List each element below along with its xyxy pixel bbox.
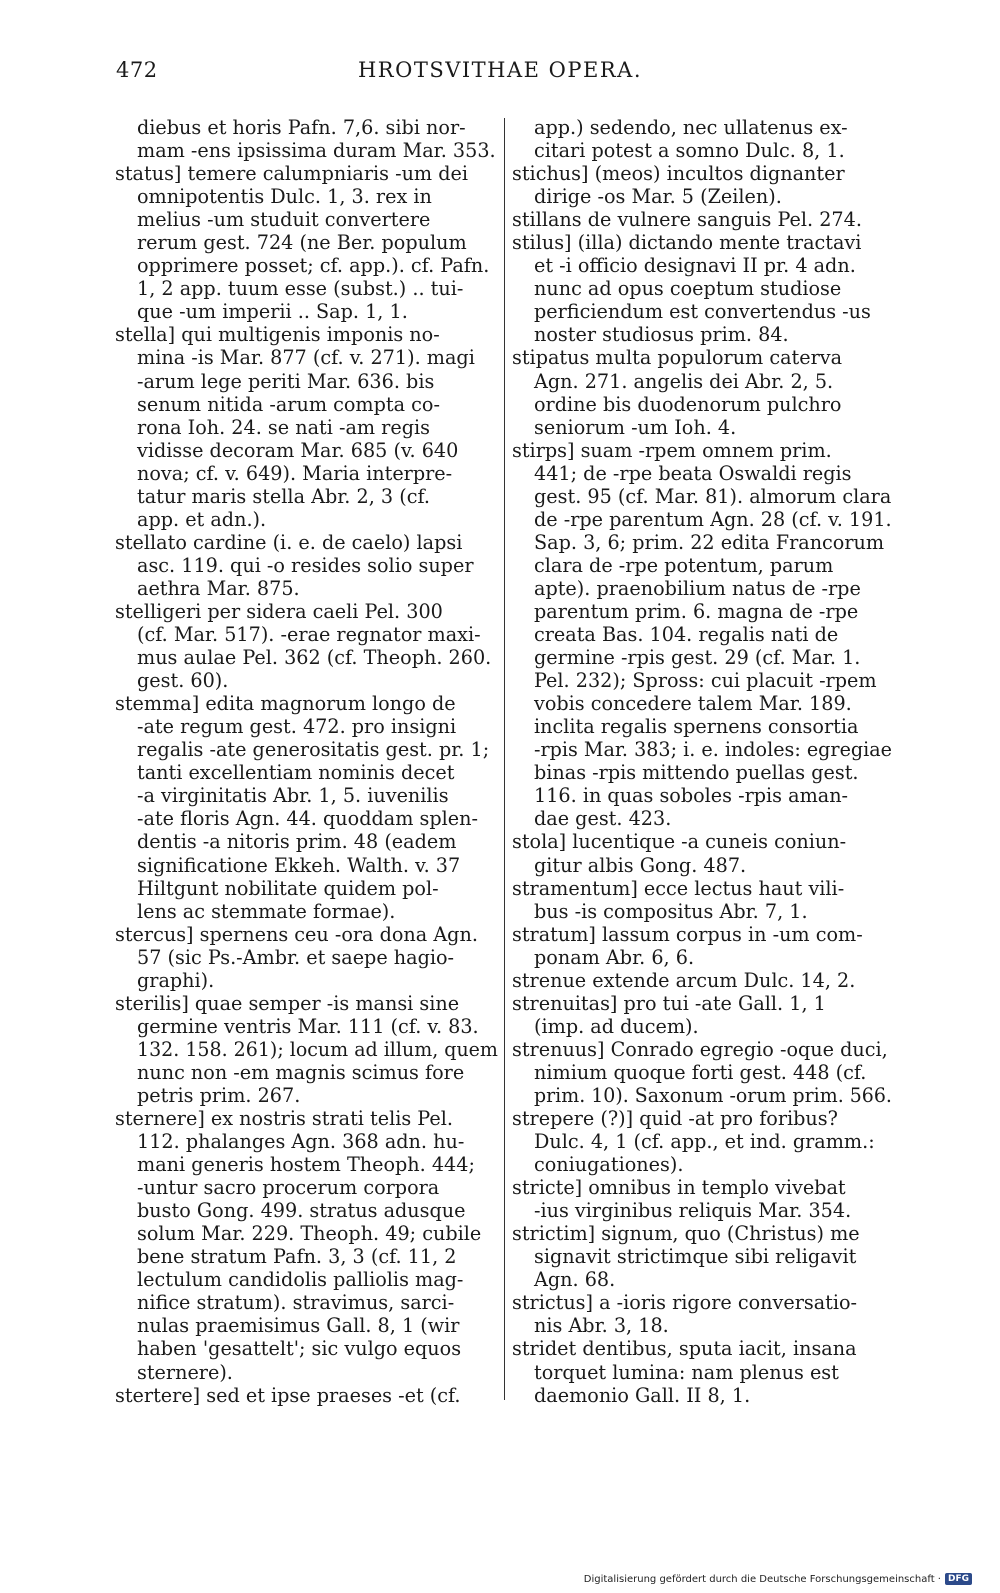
entry-continuation-line: Agn. 271. angelis dei Abr. 2, 5.	[534, 369, 834, 393]
entry-headword-line: stola] lucentique -a cuneis coniun-	[512, 830, 847, 854]
entry-headword-line: stridet dentibus, sputa iacit, insana	[512, 1337, 857, 1361]
entry-headword-line: status] temere calumpniaris -um dei	[115, 162, 468, 186]
right-column	[512, 116, 892, 1407]
running-head: HROTSVITHAE OPERA.	[357, 58, 642, 82]
entry-continuation-line: aethra Mar. 875.	[137, 576, 300, 600]
entry-continuation-line: seniorum -um Ioh. 4.	[534, 415, 737, 439]
entry-continuation-line: -ate floris Agn. 44. quoddam splen-	[137, 807, 478, 831]
entry-continuation-line: lectulum candidolis palliolis mag-	[137, 1268, 464, 1292]
entry-continuation-line: coniugationes).	[534, 1153, 684, 1177]
entry-continuation-line: diebus et horis Pafn. 7,6. sibi nor-	[137, 116, 466, 139]
entry-continuation-line: Dulc. 4, 1 (cf. app., et ind. gramm.:	[534, 1130, 875, 1154]
entry-continuation-line: senum nitida -arum compta co-	[137, 392, 440, 416]
entry-continuation-line: gitur albis Gong. 487.	[534, 853, 747, 877]
entry-continuation-line: que -um imperii .. Sap. 1, 1.	[137, 300, 408, 324]
entry-continuation-line: inclita regalis spernens consortia	[534, 715, 859, 739]
entry-continuation-line: mina -is Mar. 877 (cf. v. 271). magi	[137, 346, 475, 370]
entry-continuation-line: noster studiosus prim. 84.	[534, 323, 789, 347]
entry-continuation-line: perficiendum est convertendus -us	[534, 300, 871, 324]
entry-continuation-line: tanti excellentiam nominis decet	[137, 761, 455, 785]
entry-continuation-line: mam -ens ipsissima duram Mar. 353.	[137, 139, 496, 163]
entry-continuation-line: omnipotentis Dulc. 1, 3. rex in	[137, 185, 432, 209]
entry-headword-line: stichus] (meos) incultos dignanter	[512, 162, 845, 186]
entry-headword-line: strepere (?)] quid -at pro foribus?	[512, 1107, 838, 1131]
entry-continuation-line: 441; de -rpe beata Oswaldi regis	[534, 461, 852, 485]
entry-continuation-line: Agn. 68.	[534, 1268, 616, 1292]
entry-continuation-line: haben 'gesattelt'; sic vulgo equos	[137, 1337, 462, 1361]
entry-continuation-line: -rpis Mar. 383; i. e. indoles: egregiae	[534, 738, 892, 762]
entry-continuation-line: ponam Abr. 6, 6.	[534, 945, 695, 969]
entry-headword-line: strictim] signum, quo (Christus) me	[512, 1222, 860, 1246]
entry-headword-line: strenue extende arcum Dulc. 14, 2.	[512, 968, 856, 992]
entry-continuation-line: 1, 2 app. tuum esse (subst.) .. tui-	[137, 277, 464, 301]
entry-continuation-line: germine ventris Mar. 111 (cf. v. 83.	[137, 1014, 479, 1038]
column-divider	[504, 118, 505, 1400]
entry-continuation-line: prim. 10). Saxonum -orum prim. 566.	[534, 1083, 892, 1107]
entry-continuation-line: apte). praenobilium natus de -rpe	[534, 576, 861, 600]
entry-continuation-line: significatione Ekkeh. Walth. v. 37	[137, 853, 461, 877]
entry-continuation-line: nunc ad opus coeptum studiose	[534, 277, 842, 301]
entry-continuation-line: regalis -ate generositatis gest. pr. 1;	[137, 738, 490, 762]
entry-continuation-line: germine -rpis gest. 29 (cf. Mar. 1.	[534, 646, 861, 670]
entry-continuation-line: (cf. Mar. 517). -erae regnator maxi-	[137, 623, 481, 647]
entry-continuation-line: bene stratum Pafn. 3, 3 (cf. 11, 2	[137, 1245, 457, 1269]
entry-continuation-line: ordine bis duodenorum pulchro	[534, 392, 842, 416]
entry-continuation-line: gest. 95 (cf. Mar. 81). almorum clara	[534, 484, 892, 508]
entry-continuation-line: parentum prim. 6. magna de -rpe	[534, 599, 859, 623]
footer-credit	[584, 1573, 972, 1585]
entry-continuation-line: vobis concedere talem Mar. 189.	[534, 692, 852, 716]
entry-headword-line: strenuus] Conrado egregio -oque duci,	[512, 1037, 888, 1061]
entry-headword-line: stipatus multa populorum caterva	[512, 346, 843, 370]
entry-continuation-line: -a virginitatis Abr. 1, 5. iuvenilis	[137, 784, 449, 808]
entry-headword-line: strictus] a -ioris rigore conversatio-	[512, 1291, 858, 1315]
entry-continuation-line: citari potest a somno Dulc. 8, 1.	[534, 139, 845, 163]
entry-headword-line: sternere] ex nostris strati telis Pel.	[115, 1107, 453, 1131]
entry-continuation-line: -arum lege periti Mar. 636. bis	[137, 369, 435, 393]
entry-continuation-line: daemonio Gall. II 8, 1.	[534, 1383, 751, 1407]
entry-continuation-line: -untur sacro procerum corpora	[137, 1176, 440, 1200]
entry-continuation-line: vidisse decoram Mar. 685 (v. 640	[137, 438, 459, 462]
entry-continuation-line: dirige -os Mar. 5 (Zeilen).	[534, 185, 782, 209]
entry-continuation-line: solum Mar. 229. Theoph. 49; cubile	[137, 1222, 482, 1246]
entry-continuation-line: dentis -a nitoris prim. 48 (eadem	[137, 830, 457, 854]
entry-continuation-line: Sap. 3, 6; prim. 22 edita Francorum	[534, 530, 885, 554]
entry-continuation-line: petris prim. 267.	[137, 1083, 301, 1107]
entry-headword-line: stelligeri per sidera caeli Pel. 300	[115, 599, 443, 623]
entry-headword-line: stilus] (illa) dictando mente tractavi	[512, 231, 862, 255]
entry-continuation-line: nis Abr. 3, 18.	[534, 1314, 669, 1338]
entry-headword-line: stillans de vulnere sanguis Pel. 274.	[512, 208, 862, 232]
entry-continuation-line: tatur maris stella Abr. 2, 3 (cf.	[137, 484, 430, 508]
entry-headword-line: stercus] spernens ceu -ora dona Agn.	[115, 922, 478, 946]
entry-continuation-line: mus aulae Pel. 362 (cf. Theoph. 260.	[137, 646, 492, 670]
entry-continuation-line: mani generis hostem Theoph. 444;	[137, 1153, 475, 1177]
entry-headword-line: stricte] omnibus in templo vivebat	[512, 1176, 846, 1200]
entry-continuation-line: bus -is compositus Abr. 7, 1.	[534, 899, 808, 923]
entry-continuation-line: nulas praemisimus Gall. 8, 1 (wir	[137, 1314, 460, 1338]
entry-continuation-line: 57 (sic Ps.-Ambr. et saepe hagio-	[137, 945, 455, 969]
left-column	[115, 116, 498, 1407]
entry-continuation-line: sternere).	[137, 1360, 233, 1384]
entry-continuation-line: signavit strictimque sibi religavit	[534, 1245, 857, 1269]
entry-continuation-line: app. et adn.).	[137, 507, 267, 531]
entry-continuation-line: et -i officio designavi II pr. 4 adn.	[534, 254, 856, 278]
entry-continuation-line: (imp. ad ducem).	[534, 1014, 699, 1038]
page-number: 472	[116, 58, 158, 82]
entry-continuation-line: asc. 119. qui -o resides solio super	[137, 553, 474, 577]
entry-continuation-line: nunc non -em magnis scimus fore	[137, 1060, 465, 1084]
entry-continuation-line: Hiltgunt nobilitate quidem pol-	[137, 876, 439, 900]
entry-headword-line: stemma] edita magnorum longo de	[115, 692, 456, 716]
entry-continuation-line: clara de -rpe potentum, parum	[534, 553, 834, 577]
entry-headword-line: stirps] suam -rpem omnem prim.	[512, 438, 832, 462]
entry-continuation-line: rerum gest. 724 (ne Ber. populum	[137, 231, 467, 255]
entry-continuation-line: busto Gong. 499. stratus adusque	[137, 1199, 466, 1223]
entry-continuation-line: nifice stratum). stravimus, sarci-	[137, 1291, 455, 1315]
entry-continuation-line: 116. in quas soboles -rpis aman-	[534, 784, 849, 808]
entry-headword-line: stratum] lassum corpus in -um com-	[512, 922, 863, 946]
entry-continuation-line: Pel. 232); Spross: cui placuit -rpem	[534, 669, 877, 693]
entry-continuation-line: graphi).	[137, 968, 215, 992]
entry-continuation-line: opprimere posset; cf. app.). cf. Pafn.	[137, 254, 490, 278]
entry-continuation-line: app.) sedendo, nec ullatenus ex-	[534, 116, 848, 139]
entry-continuation-line: 132. 158. 261); locum ad illum, quem	[137, 1037, 498, 1061]
entry-continuation-line: binas -rpis mittendo puellas gest.	[534, 761, 859, 785]
entry-headword-line: stella] qui multigenis imponis no-	[115, 323, 440, 347]
entry-headword-line: strenuitas] pro tui -ate Gall. 1, 1	[512, 991, 826, 1015]
entry-headword-line: stertere] sed et ipse praeses -et (cf.	[115, 1383, 461, 1407]
entry-continuation-line: nimium quoque forti gest. 448 (cf.	[534, 1060, 867, 1084]
entry-continuation-line: de -rpe parentum Agn. 28 (cf. v. 191.	[534, 507, 892, 531]
entry-continuation-line: creata Bas. 104. regalis nati de	[534, 623, 839, 647]
entry-continuation-line: dae gest. 423.	[534, 807, 672, 831]
dfg-logo: DFG	[945, 1573, 972, 1585]
entry-headword-line: stellato cardine (i. e. de caelo) lapsi	[115, 530, 463, 554]
footer-text: Digitalisierung gefördert durch die Deutsche Forschungsgemeinschaft ·	[583, 1573, 941, 1585]
entry-continuation-line: rona Ioh. 24. se nati -am regis	[137, 415, 430, 439]
entry-continuation-line: -ate regum gest. 472. pro insigni	[137, 715, 457, 739]
entry-continuation-line: -ius virginibus reliquis Mar. 354.	[534, 1199, 852, 1223]
entry-headword-line: sterilis] quae semper -is mansi sine	[115, 991, 460, 1015]
entry-continuation-line: torquet lumina: nam plenus est	[534, 1360, 839, 1384]
entry-continuation-line: melius -um studuit convertere	[137, 208, 431, 232]
entry-continuation-line: 112. phalanges Agn. 368 adn. hu-	[137, 1130, 465, 1154]
entry-continuation-line: lens ac stemmate formae).	[137, 899, 396, 923]
entry-continuation-line: gest. 60).	[137, 669, 229, 693]
entry-continuation-line: nova; cf. v. 649). Maria interpre-	[137, 461, 453, 485]
entry-headword-line: stramentum] ecce lectus haut vili-	[512, 876, 845, 900]
